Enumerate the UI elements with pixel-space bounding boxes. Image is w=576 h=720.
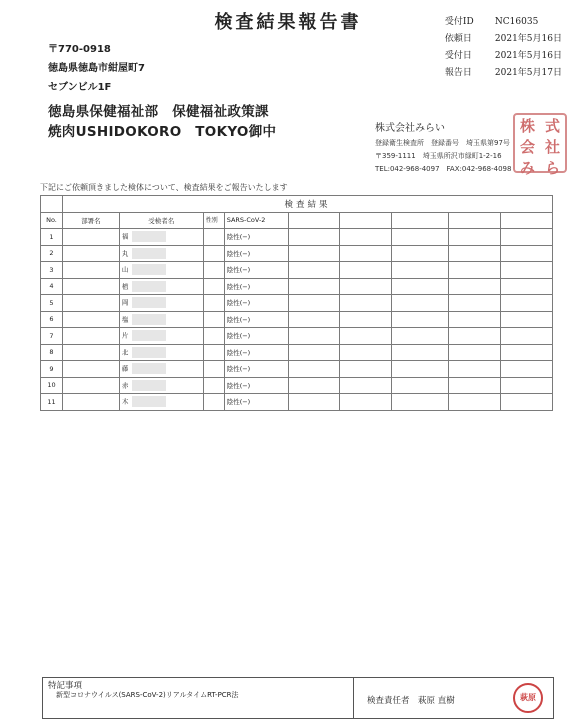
table-row <box>41 377 553 394</box>
table-cell <box>449 377 501 394</box>
row-number: 7 <box>41 328 63 345</box>
table-cell <box>119 245 203 262</box>
redaction <box>132 314 166 325</box>
table-cell <box>392 245 449 262</box>
document-title: 検査結果報告書 <box>214 12 362 33</box>
table-cell <box>340 229 392 246</box>
table-cell <box>62 278 119 295</box>
stamp-char: 社 <box>544 138 560 156</box>
table-cell <box>203 295 224 312</box>
personal-seal: 萩原 <box>513 683 543 713</box>
row-number: 8 <box>41 344 63 361</box>
table-row <box>41 311 553 328</box>
test-result: 陰性(−) <box>224 262 288 279</box>
test-result: 陰性(−) <box>224 278 288 295</box>
table-cell <box>392 278 449 295</box>
table-cell <box>288 344 340 361</box>
table-cell <box>501 344 553 361</box>
table-cell <box>203 377 224 394</box>
table-cell <box>288 278 340 295</box>
table-cell <box>340 245 392 262</box>
table-cell <box>449 311 501 328</box>
table-cell <box>501 229 553 246</box>
stamp-char: 会 <box>519 138 535 156</box>
patient-name: 片 <box>121 331 129 340</box>
test-result: 陰性(−) <box>224 394 288 411</box>
col-sex: 性別 <box>203 212 224 229</box>
row-number: 4 <box>41 278 63 295</box>
table-cell <box>392 344 449 361</box>
empty-col <box>392 212 449 229</box>
table-cell <box>62 344 119 361</box>
responsible-person: 検査責任者 萩原 直樹 <box>367 696 455 706</box>
table-cell <box>449 278 501 295</box>
table-cell <box>62 311 119 328</box>
row-number: 11 <box>41 394 63 411</box>
document-meta <box>445 14 562 82</box>
stamp-char: 株 <box>519 117 535 135</box>
test-result: 陰性(−) <box>224 328 288 345</box>
table-cell <box>340 295 392 312</box>
table-cell <box>288 361 340 378</box>
table-cell <box>501 295 553 312</box>
table-cell <box>501 311 553 328</box>
row-number: 6 <box>41 311 63 328</box>
recipient-org: 徳島県保健福祉部 保健福祉政策課 <box>48 104 269 120</box>
table-cell <box>288 394 340 411</box>
table-cell <box>392 361 449 378</box>
intro-text: 下記にご依頼頂きました検体について、検査結果をご報告いたします <box>40 183 288 192</box>
table-cell <box>119 311 203 328</box>
lab-phone: TEL:042-968-4097 FAX:042-968-4098 <box>375 165 512 173</box>
meta-value: 2021年5月17日 <box>494 68 562 78</box>
table-cell <box>392 394 449 411</box>
col-name: 受検者名 <box>119 212 203 229</box>
lab-address: 〒359-1111 埼玉県所沢市緑町1-2-16 <box>375 152 502 160</box>
table-cell <box>340 311 392 328</box>
row-number: 1 <box>41 229 63 246</box>
table-cell <box>501 394 553 411</box>
table-cell <box>119 328 203 345</box>
table-row <box>41 344 553 361</box>
test-result: 陰性(−) <box>224 245 288 262</box>
stamp-char: ら <box>544 159 560 177</box>
table-cell <box>288 262 340 279</box>
row-number: 9 <box>41 361 63 378</box>
table-cell <box>288 245 340 262</box>
table-cell <box>449 328 501 345</box>
table-cell <box>340 278 392 295</box>
table-cell <box>392 377 449 394</box>
row-number: 3 <box>41 262 63 279</box>
header-blank <box>41 196 63 213</box>
redaction <box>132 264 166 275</box>
table-cell <box>119 262 203 279</box>
table-cell <box>203 394 224 411</box>
stamp-char: み <box>519 159 535 177</box>
table-row <box>41 361 553 378</box>
lab-company: 株式会社みらい <box>375 123 445 134</box>
table-row <box>41 245 553 262</box>
col-test: SARS-CoV-2 <box>224 212 288 229</box>
table-cell <box>288 229 340 246</box>
row-number: 10 <box>41 377 63 394</box>
redaction <box>132 281 166 292</box>
table-cell <box>119 394 203 411</box>
patient-name: 福 <box>121 232 129 241</box>
patient-name: 木 <box>121 397 129 406</box>
patient-name: 山 <box>121 265 129 274</box>
meta-label: 受付ID <box>444 17 474 27</box>
table-cell <box>119 361 203 378</box>
patient-name: 丸 <box>121 249 129 258</box>
table-cell <box>62 361 119 378</box>
table-cell <box>501 245 553 262</box>
table-cell <box>449 245 501 262</box>
table-cell <box>501 361 553 378</box>
table-row <box>41 295 553 312</box>
table-cell <box>62 229 119 246</box>
company-stamp <box>513 113 567 177</box>
table-row <box>41 262 553 279</box>
row-number: 5 <box>41 295 63 312</box>
table-cell <box>449 262 501 279</box>
table-cell <box>119 344 203 361</box>
table-cell <box>62 245 119 262</box>
test-result: 陰性(−) <box>224 295 288 312</box>
table-cell <box>203 328 224 345</box>
table-cell <box>62 377 119 394</box>
table-cell <box>119 229 203 246</box>
table-cell <box>340 361 392 378</box>
table-cell <box>288 311 340 328</box>
table-cell <box>119 377 203 394</box>
table-cell <box>340 344 392 361</box>
empty-col <box>340 212 392 229</box>
results-table <box>40 195 553 411</box>
recipient-address: 徳島県徳島市紺屋町7 <box>48 63 145 74</box>
table-cell <box>501 328 553 345</box>
table-cell <box>203 311 224 328</box>
redaction <box>132 297 166 308</box>
redaction <box>132 231 166 242</box>
meta-label: 受付日 <box>444 51 472 61</box>
meta-value: 2021年5月16日 <box>494 51 562 61</box>
table-row <box>41 394 553 411</box>
col-dept: 部署名 <box>62 212 119 229</box>
table-cell <box>62 328 119 345</box>
meta-row <box>445 48 562 65</box>
table-cell <box>62 295 119 312</box>
patient-name: 北 <box>121 348 129 357</box>
table-cell <box>501 377 553 394</box>
meta-label: 依頼日 <box>444 34 472 44</box>
table-cell <box>62 394 119 411</box>
table-cell <box>501 278 553 295</box>
test-result: 陰性(−) <box>224 361 288 378</box>
patient-name: 塩 <box>121 315 129 324</box>
empty-col <box>288 212 340 229</box>
table-cell <box>62 262 119 279</box>
table-cell <box>288 328 340 345</box>
test-result: 陰性(−) <box>224 377 288 394</box>
table-cell <box>392 295 449 312</box>
patient-name: 岡 <box>121 298 129 307</box>
recipient-name: 焼肉USHIDOKORO TOKYO御中 <box>48 124 277 140</box>
lab-registration: 登録衛生検査所 登録番号 埼玉県第97号 <box>375 139 510 147</box>
table-cell <box>392 229 449 246</box>
table-cell <box>203 245 224 262</box>
meta-value: 2021年5月16日 <box>494 34 562 44</box>
test-result: 陰性(−) <box>224 344 288 361</box>
table-cell <box>449 344 501 361</box>
recipient-building: セブンビル1F <box>48 82 112 93</box>
meta-row <box>445 65 562 82</box>
table-row <box>41 229 553 246</box>
col-no: No. <box>41 212 63 229</box>
table-cell <box>449 229 501 246</box>
row-number: 2 <box>41 245 63 262</box>
table-row <box>41 278 553 295</box>
remarks-title: 特記事項 <box>48 681 83 691</box>
empty-col <box>449 212 501 229</box>
redaction <box>132 396 166 407</box>
test-result: 陰性(−) <box>224 229 288 246</box>
redaction <box>132 347 166 358</box>
table-header: 検査結果 <box>62 196 552 213</box>
table-cell <box>203 344 224 361</box>
table-cell <box>449 295 501 312</box>
table-cell <box>340 262 392 279</box>
meta-value: NC16035 <box>494 17 539 27</box>
table-cell <box>449 394 501 411</box>
table-cell <box>288 295 340 312</box>
test-result: 陰性(−) <box>224 311 288 328</box>
table-cell <box>119 278 203 295</box>
table-cell <box>340 394 392 411</box>
table-cell <box>392 311 449 328</box>
recipient-postal: 〒770-0918 <box>48 44 111 55</box>
remarks-text: 新型コロナウイルス(SARS-CoV-2)リアルタイムRT-PCR法 <box>56 691 239 699</box>
table-cell <box>203 229 224 246</box>
redaction <box>132 363 166 374</box>
patient-name: 藤 <box>121 364 129 373</box>
stamp-char: 式 <box>544 117 560 135</box>
table-cell <box>203 361 224 378</box>
redaction <box>132 248 166 259</box>
table-cell <box>203 262 224 279</box>
redaction <box>132 380 166 391</box>
table-cell <box>288 377 340 394</box>
table-cell <box>119 295 203 312</box>
meta-row <box>445 31 562 48</box>
table-cell <box>340 328 392 345</box>
table-cell <box>392 328 449 345</box>
meta-label: 報告日 <box>444 68 472 78</box>
table-cell <box>203 278 224 295</box>
meta-row <box>445 14 562 31</box>
table-cell <box>501 262 553 279</box>
patient-name: 赤 <box>121 381 129 390</box>
patient-name: 植 <box>121 282 129 291</box>
table-row <box>41 328 553 345</box>
redaction <box>132 330 166 341</box>
table-cell <box>449 361 501 378</box>
table-cell <box>340 377 392 394</box>
empty-col <box>501 212 553 229</box>
table-cell <box>392 262 449 279</box>
